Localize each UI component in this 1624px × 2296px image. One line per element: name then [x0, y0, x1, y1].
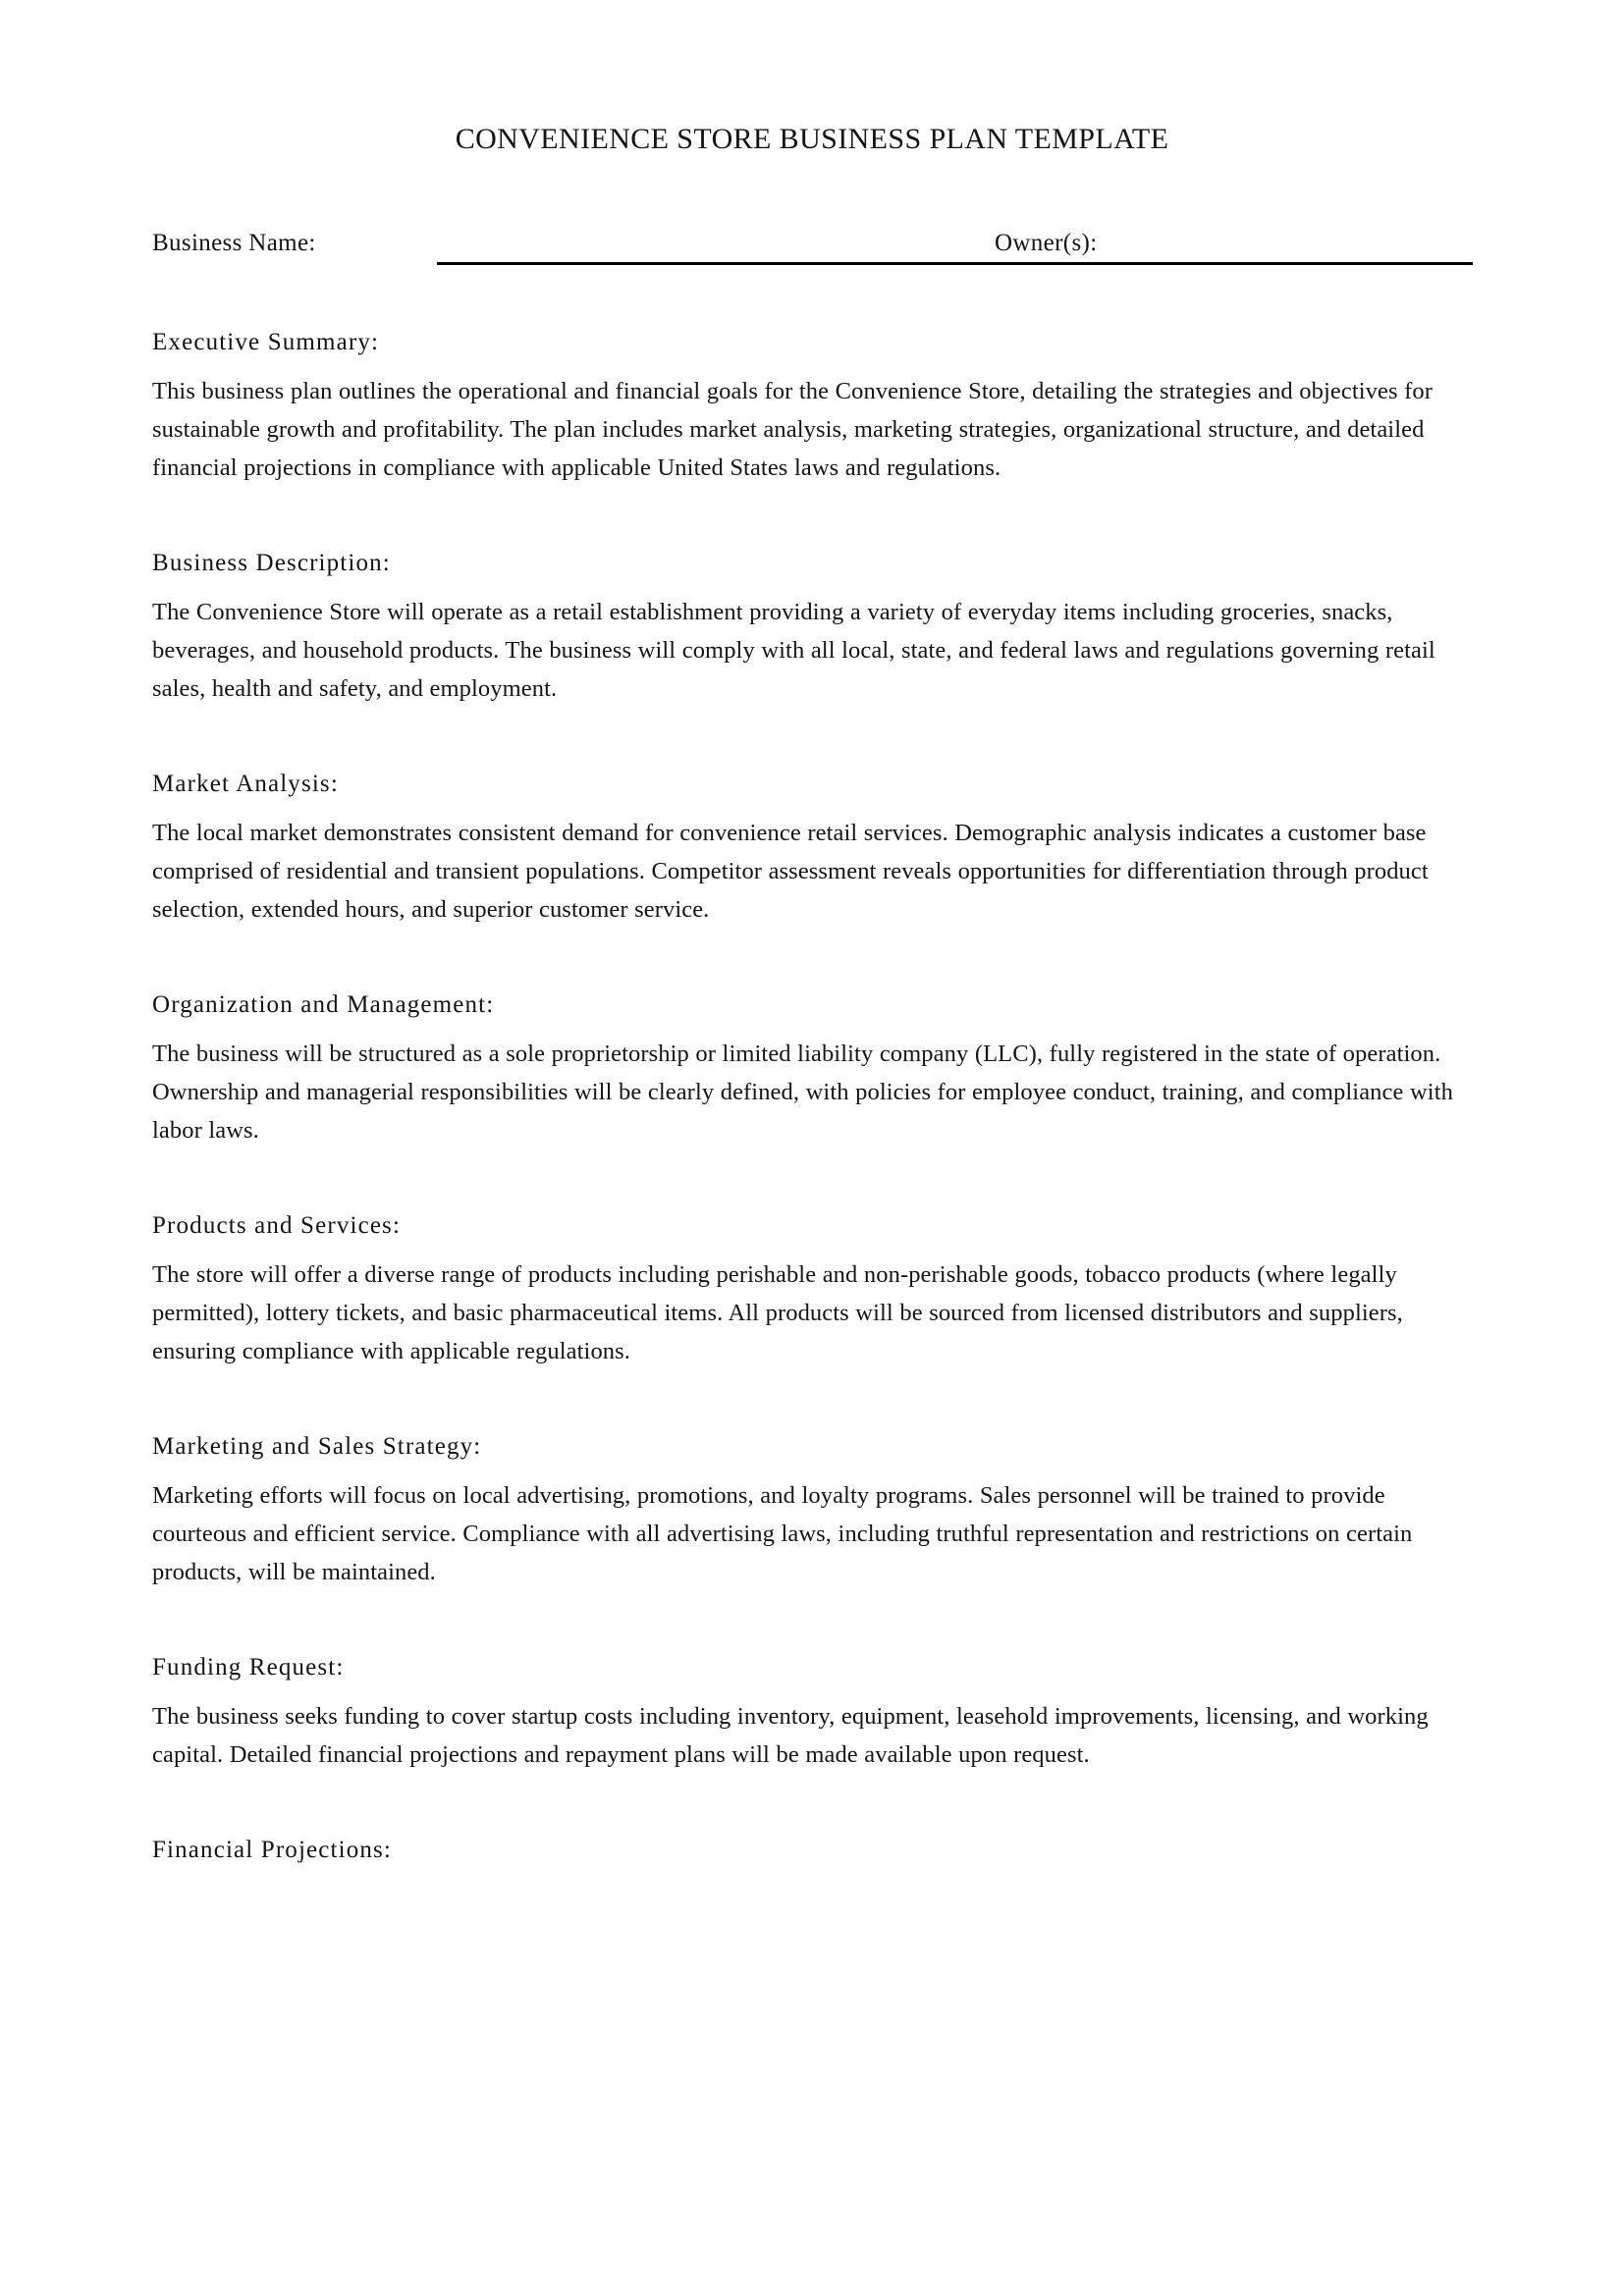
page-title: CONVENIENCE STORE BUSINESS PLAN TEMPLATE — [455, 123, 1169, 155]
section-marketing-and-sales-strategy — [152, 1428, 1473, 1591]
section-heading: Products and Services: — [152, 1212, 402, 1239]
section-paragraph: The Convenience Store will operate as a retail establishment providing a variety of everyday items including groceries, snacks, beverages, and household products. The business will comply with all local, state, and federal laws and regulations governing retail sales, health and safety, and employment. — [152, 599, 1435, 702]
section-paragraph: The business will be structured as a sole proprietorship or limited liability company (LLC), fully registered in the state of operation. Ownership and managerial responsibilities will be clearly defined, with policies for employee conduct, training, and compliance with labor laws. — [152, 1041, 1453, 1144]
identity-row — [152, 228, 1473, 269]
section-heading: Organization and Management: — [152, 991, 495, 1018]
section-products-and-services — [152, 1207, 1473, 1370]
section-funding-request — [152, 1649, 1473, 1774]
section-market-analysis — [152, 766, 1473, 929]
section-heading: Business Description: — [152, 550, 391, 576]
section-financial-projections — [152, 1832, 1473, 1868]
section-paragraph: This business plan outlines the operational and financial goals for the Convenience Store, detailing the strategies and objectives for sustainable growth and profitability. The plan includes market analysis, marketing strategies, organizational structure, and detailed financial projections in compliance with applicable United States laws and regulations. — [152, 378, 1434, 481]
section-paragraph: The store will offer a diverse range of products including perishable and non-perishable goods, tobacco products (where legally permitted), lottery tickets, and basic pharmaceutical items. All products will be sourced from licensed distributors and suppliers, ensuring compliance with applicable regulations. — [152, 1261, 1403, 1364]
owners-label: Owner(s): — [995, 230, 1098, 256]
section-heading: Financial Projections: — [152, 1837, 393, 1863]
section-business-description — [152, 545, 1473, 708]
section-executive-summary — [152, 324, 1473, 487]
section-heading: Market Analysis: — [152, 771, 339, 797]
section-heading: Executive Summary: — [152, 329, 380, 355]
section-paragraph: Marketing efforts will focus on local advertising, promotions, and loyalty programs. Sales personnel will be trained to provide courteous and efficient service. Compliance with all advertising laws, including truthful representation and restrictions on certain products, will be maintained. — [152, 1482, 1413, 1585]
section-paragraph: The business seeks funding to cover startup costs including inventory, equipment, leasehold improvements, licensing, and working capital. Detailed financial projections and repayment plans will be made available upon request. — [152, 1703, 1429, 1768]
section-organization-and-management — [152, 987, 1473, 1149]
identity-fill-in-rule[interactable] — [437, 262, 1473, 265]
document-body — [152, 324, 1473, 1868]
section-heading: Funding Request: — [152, 1654, 345, 1681]
section-paragraph: The local market demonstrates consistent demand for convenience retail services. Demographic analysis indicates a customer base comprised of residential and transient populations. Competitor assessment reveals opportunities for differentiation through product selection, extended hours, and superior customer service. — [152, 820, 1429, 923]
business-name-label: Business Name: — [152, 230, 316, 256]
section-heading: Marketing and Sales Strategy: — [152, 1433, 482, 1460]
